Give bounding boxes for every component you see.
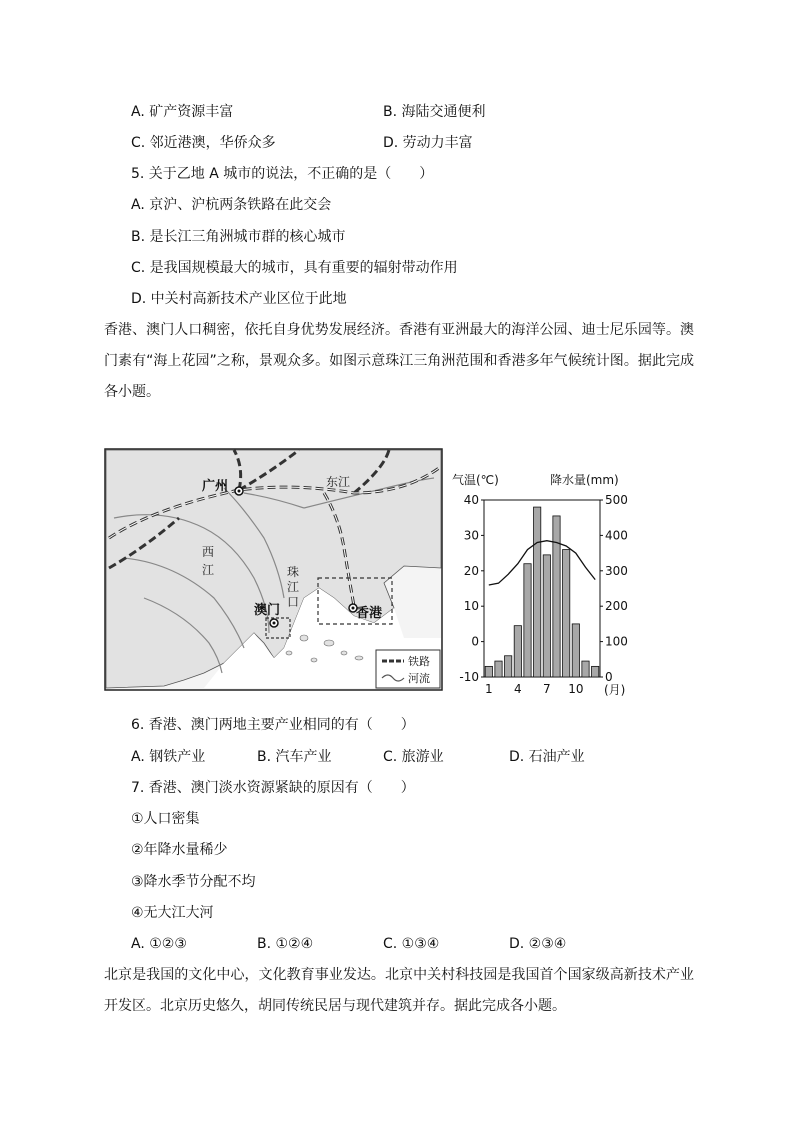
month-tick-label: 7	[543, 682, 551, 696]
temp-tick-label: 20	[463, 563, 479, 578]
precip-tick-label: 300	[605, 563, 628, 578]
q7-option-c: C. ①③④	[383, 936, 440, 952]
temp-tick-label: -10	[459, 670, 479, 684]
q7-item-4: ④无大江大河	[131, 905, 214, 921]
precip-bar-month-8	[553, 516, 560, 677]
precip-tick-label: 500	[605, 493, 628, 507]
q7-item-3: ③降水季节分配不均	[131, 874, 256, 890]
precip-bar-month-6	[534, 507, 541, 677]
chart-left-axis-label: 气温(℃)	[452, 473, 499, 487]
legend-river: 河流	[408, 672, 430, 685]
temp-tick-label: 0	[471, 634, 479, 649]
q7-item-1: ①人口密集	[131, 811, 200, 827]
map-legend	[376, 650, 440, 688]
q4-option-b: B. 海陆交通便利	[383, 104, 486, 120]
precip-bar-month-2	[495, 661, 502, 677]
label-xijiang-1: 西	[202, 545, 215, 559]
label-zhujiangkou-1: 珠	[287, 565, 300, 579]
precip-bar-month-4	[514, 626, 521, 677]
precip-tick-label: 100	[605, 634, 628, 649]
precip-bar-month-3	[505, 656, 512, 677]
precip-bar-month-12	[592, 666, 599, 677]
q7-option-a: A. ①②③	[131, 936, 187, 952]
q6-option-c: C. 旅游业	[383, 749, 444, 765]
label-zhujiangkou-3: 口	[287, 595, 300, 609]
q7-item-2: ②年降水量稀少	[131, 842, 228, 858]
q5-option-c: C. 是我国规模最大的城市，具有重要的辐射带动作用	[131, 260, 458, 276]
precip-tick-label: 400	[605, 528, 628, 543]
precip-tick-label: 0	[605, 670, 613, 684]
q7-option-b: B. ①②④	[257, 936, 314, 952]
q4-option-c: C. 邻近港澳，华侨众多	[131, 135, 276, 151]
label-hongkong: 香港	[356, 606, 383, 621]
hongkong-climate-chart	[448, 462, 638, 700]
temp-tick-label: 30	[463, 528, 479, 543]
precip-bar-month-1	[485, 666, 492, 677]
q5-option-d: D. 中关村高新技术产业区位于此地	[131, 291, 347, 307]
label-xijiang-2: 江	[202, 563, 215, 577]
passage-hk-macau: 香港、澳门人口稠密，依托自身优势发展经济。香港有亚洲最大的海洋公园、迪士尼乐园等。澳门素有“海上花园”之称，景观众多。如图示意珠江三角洲范围和香港多年气候统计图。据此完成各小题。	[104, 322, 694, 400]
label-dongjiang: 东江	[326, 475, 351, 489]
q7-option-d: D. ②③④	[509, 936, 567, 952]
passage-beijing: 北京是我国的文化中心，文化教育事业发达。北京中关村科技园是我国首个国家级高新技术产业开发区。北京历史悠久，胡同传统民居与现代建筑并存。据此完成各小题。	[104, 967, 694, 1014]
label-macau: 澳门	[254, 603, 281, 618]
precip-bar-month-10	[572, 624, 579, 677]
chart-plot-area	[484, 500, 600, 677]
q6-option-a: A. 钢铁产业	[131, 749, 206, 765]
legend-railway: 铁路	[408, 655, 430, 668]
macau-marker	[270, 619, 278, 627]
q4-option-a: A. 矿产资源丰富	[131, 104, 234, 120]
q5-option-b: B. 是长江三角洲城市群的核心城市	[131, 229, 346, 245]
q6-stem: 6. 香港、澳门两地主要产业相同的有（ ）	[131, 717, 415, 733]
precip-bar-month-9	[563, 550, 570, 677]
precip-tick-label: 200	[605, 599, 628, 614]
precip-bar-month-11	[582, 661, 589, 677]
q7-stem: 7. 香港、澳门淡水资源紧缺的原因有（ ）	[131, 780, 415, 796]
q4-option-d: D. 劳动力丰富	[383, 135, 473, 151]
q6-option-d: D. 石油产业	[509, 749, 585, 765]
month-tick-label: 10	[568, 682, 584, 696]
precip-bar-month-5	[524, 564, 531, 677]
pearl-river-delta-map	[104, 448, 444, 692]
temp-tick-label: 40	[463, 493, 479, 507]
q5-option-a: A. 京沪、沪杭两条铁路在此交会	[131, 197, 332, 213]
chart-right-axis-label: 降水量(mm)	[550, 473, 619, 487]
q5-stem: 5. 关于乙地 A 城市的说法，不正确的是（ ）	[131, 166, 434, 182]
month-tick-label: 1	[485, 682, 493, 696]
precip-bar-month-7	[543, 555, 550, 677]
month-unit-label: (月)	[604, 683, 626, 697]
month-tick-label: 4	[514, 682, 522, 696]
temp-tick-label: 10	[463, 599, 479, 614]
label-guangzhou: 广州	[202, 479, 229, 494]
q6-option-b: B. 汽车产业	[257, 749, 332, 765]
guangzhou-marker	[235, 487, 243, 495]
label-zhujiangkou-2: 江	[287, 580, 300, 594]
